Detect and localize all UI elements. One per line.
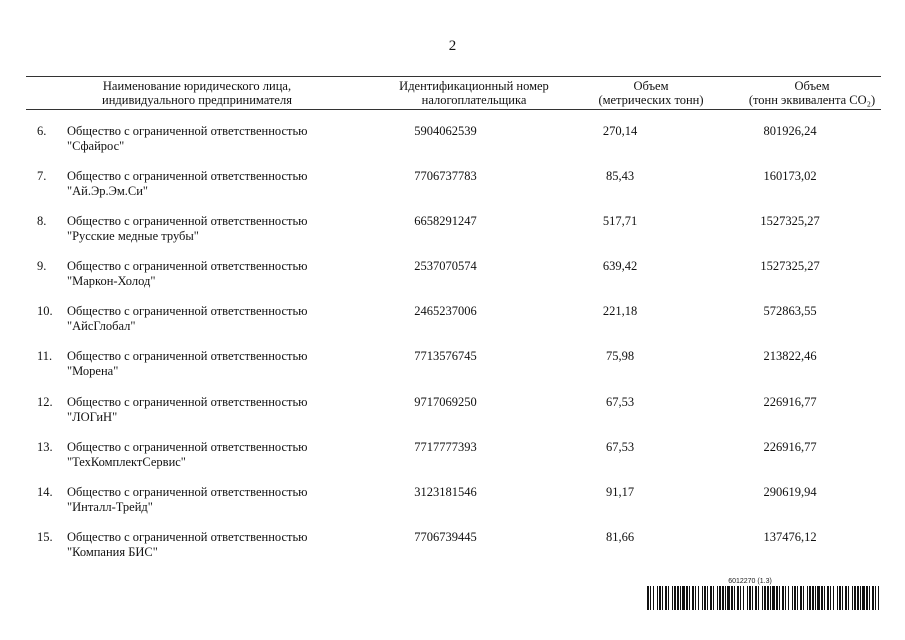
company-name: [67, 395, 342, 425]
company-name-line1: Общество с ограниченной ответственностью: [67, 304, 308, 318]
company-name-line1: Общество с ограниченной ответственностью: [67, 530, 308, 544]
company-name-line1: Общество с ограниченной ответственностью: [67, 395, 308, 409]
co2-value: 801926,24: [763, 124, 817, 138]
header-inn: [368, 79, 580, 107]
company-name: [67, 440, 342, 470]
co2-value: 1527325,27: [760, 259, 820, 273]
company-name-line1: Общество с ограниченной ответственностью: [67, 214, 308, 228]
header-name-line1: Наименование юридического лица,: [102, 79, 292, 93]
company-name-line2: "Русские медные трубы": [67, 229, 199, 243]
row-number: 9.: [37, 259, 47, 273]
table-row: [0, 214, 905, 254]
header-volume-line1: Объем: [633, 79, 669, 93]
company-name: [67, 169, 342, 199]
company-name-line1: Общество с ограниченной ответственностью: [67, 349, 308, 363]
table-row: [0, 304, 905, 344]
co2-value: 1527325,27: [760, 214, 820, 228]
company-name-line2: "Сфайрос": [67, 139, 125, 153]
co2-value: 226916,77: [763, 440, 817, 454]
company-name-line2: "Инталл-Трейд": [67, 500, 153, 514]
company-name-line1: Общество с ограниченной ответственностью: [67, 124, 308, 138]
header-co2-line1: Объем: [794, 79, 830, 93]
company-name-line1: Общество с ограниченной ответственностью: [67, 440, 308, 454]
header-name-line2: индивидуального предпринимателя: [102, 93, 292, 107]
volume-value: 221,18: [602, 304, 638, 318]
inn-value: 3123181546: [414, 485, 477, 499]
volume-value: 75,98: [605, 349, 635, 363]
company-name: [67, 530, 342, 560]
row-number: 7.: [37, 169, 47, 183]
barcode-image: [647, 586, 883, 610]
header-volume-line2: (метрических тонн): [598, 93, 704, 107]
company-name: [67, 124, 342, 154]
row-number: 14.: [37, 485, 53, 499]
inn-value: 7717777393: [414, 440, 477, 454]
co2-value: 572863,55: [763, 304, 817, 318]
row-number: 13.: [37, 440, 53, 454]
row-number: 15.: [37, 530, 53, 544]
inn-value: 7713576745: [414, 349, 477, 363]
volume-value: 81,66: [605, 530, 635, 544]
co2-value: 213822,46: [763, 349, 817, 363]
volume-value: 270,14: [602, 124, 638, 138]
row-number: 11.: [37, 349, 53, 363]
inn-value: 2537070574: [414, 259, 477, 273]
table-row: [0, 395, 905, 435]
company-name: [67, 214, 342, 244]
header-inn-line2: налогоплательщика: [421, 93, 527, 107]
table-row: [0, 124, 905, 164]
volume-value: 91,17: [605, 485, 635, 499]
company-name: [67, 259, 342, 289]
inn-value: 6658291247: [414, 214, 477, 228]
table-row: [0, 349, 905, 389]
page-number: 2: [448, 38, 457, 54]
table-row: [0, 530, 905, 570]
company-name-line1: Общество с ограниченной ответственностью: [67, 485, 308, 499]
company-name: [67, 304, 342, 334]
volume-value: 67,53: [605, 440, 635, 454]
header-co2: [722, 79, 902, 107]
company-name-line2: "АйсГлобал": [67, 319, 136, 333]
row-number: 10.: [37, 304, 53, 318]
company-name-line2: "Маркон-Холод": [67, 274, 156, 288]
table-row: [0, 169, 905, 209]
row-number: 6.: [37, 124, 47, 138]
volume-value: 67,53: [605, 395, 635, 409]
co2-value: 290619,94: [763, 485, 817, 499]
company-name: [67, 349, 342, 379]
co2-value: 226916,77: [763, 395, 817, 409]
header-inn-line1: Идентификационный номер: [399, 79, 549, 93]
row-number: 12.: [37, 395, 53, 409]
company-name-line2: "Ай.Эр.Эм.Си": [67, 184, 148, 198]
volume-value: 517,71: [602, 214, 638, 228]
row-number: 8.: [37, 214, 47, 228]
table-row: [0, 440, 905, 480]
inn-value: 5904062539: [414, 124, 477, 138]
inn-value: 9717069250: [414, 395, 477, 409]
barcode-label: 6012270 (1.3): [728, 578, 772, 585]
company-name-line2: "Морена": [67, 364, 119, 378]
co2-value: 137476,12: [763, 530, 817, 544]
company-name-line2: "Компания БИС": [67, 545, 158, 559]
company-name-line2: "ЛОГиН": [67, 410, 118, 424]
company-name-line1: Общество с ограниченной ответственностью: [67, 259, 308, 273]
header-co2-line2: (тонн эквивалента CO₂): [748, 93, 876, 107]
header-volume: [556, 79, 746, 107]
volume-value: 639,42: [602, 259, 638, 273]
table-row: [0, 259, 905, 299]
header-name: [26, 79, 368, 107]
volume-value: 85,43: [605, 169, 635, 183]
company-name-line1: Общество с ограниченной ответственностью: [67, 169, 308, 183]
inn-value: 7706739445: [414, 530, 477, 544]
co2-value: 160173,02: [763, 169, 817, 183]
company-name-line2: "ТехКомплектСервис": [67, 455, 186, 469]
company-name: [67, 485, 342, 515]
inn-value: 2465237006: [414, 304, 477, 318]
table-row: [0, 485, 905, 525]
table-header: [26, 76, 881, 110]
inn-value: 7706737783: [414, 169, 477, 183]
